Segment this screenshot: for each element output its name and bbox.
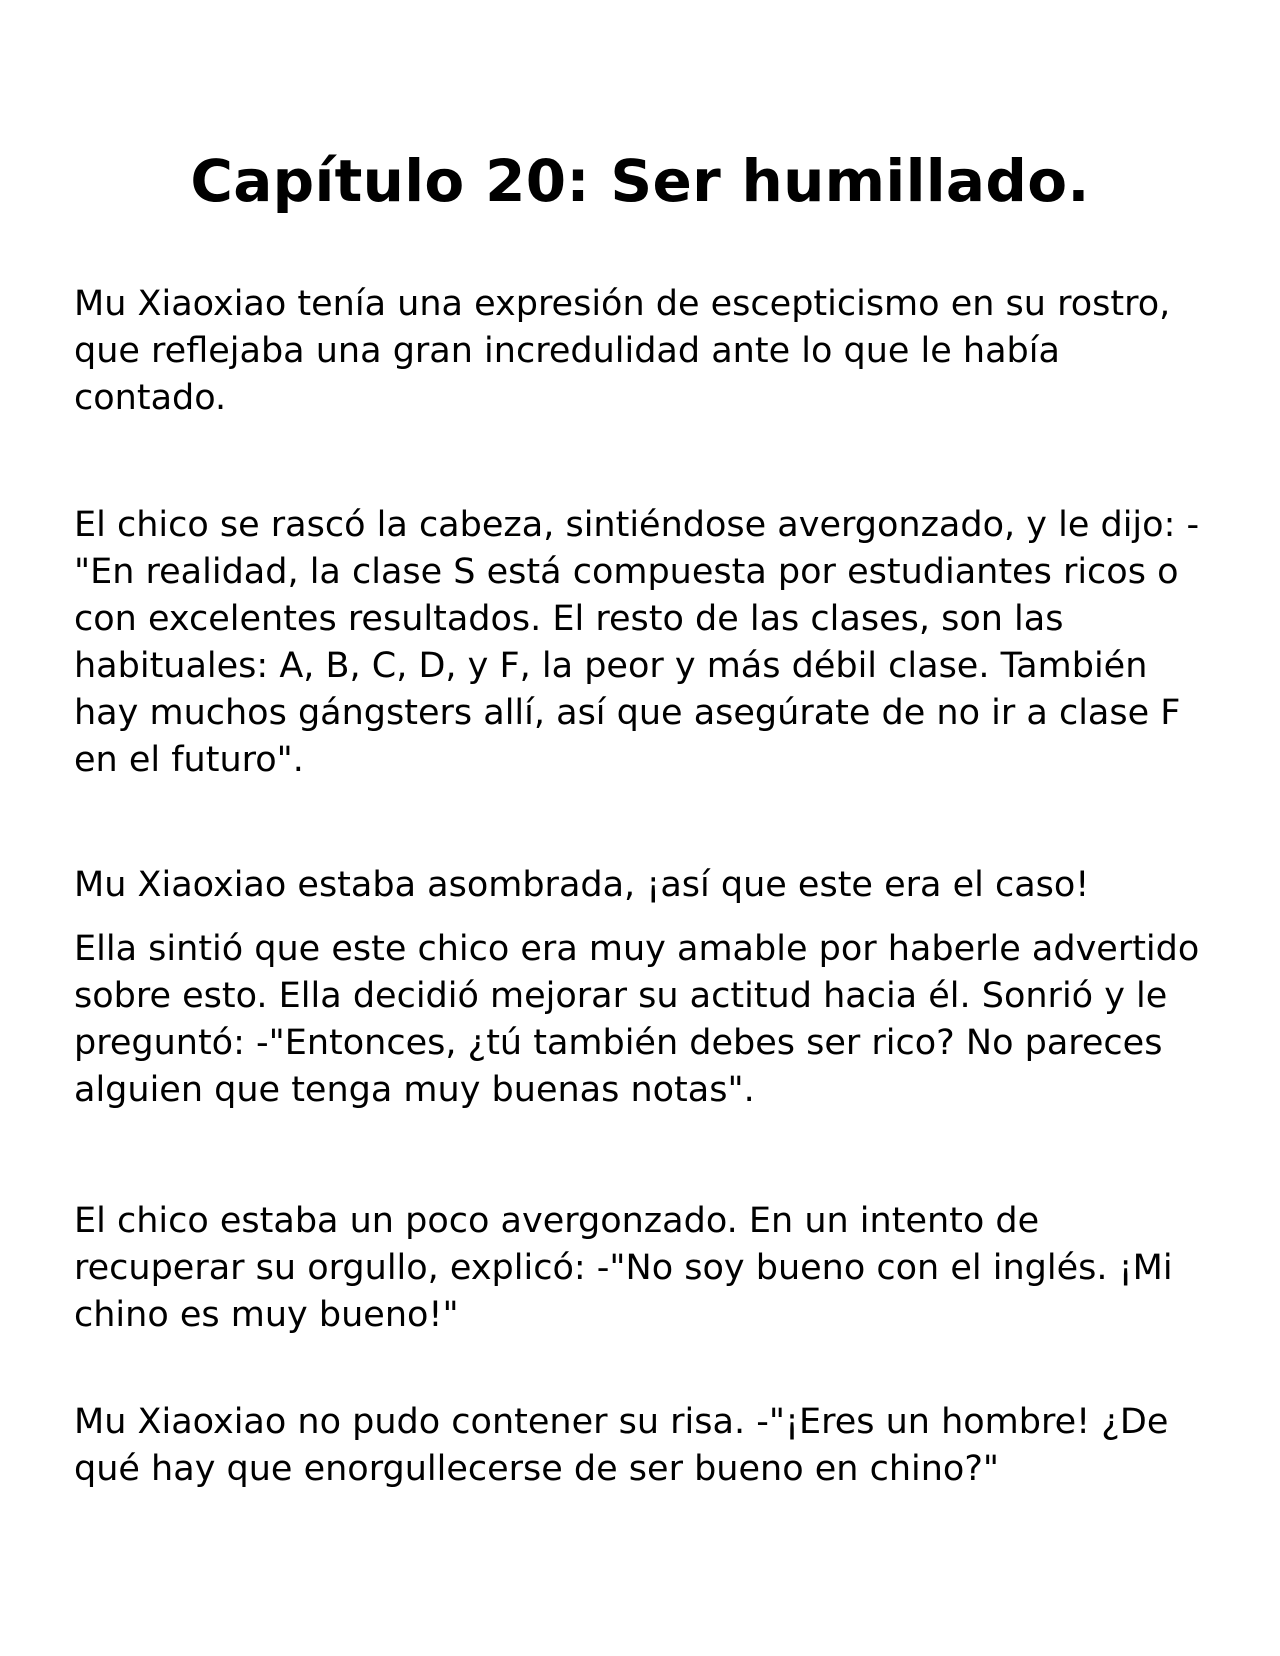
chapter-title: Capítulo 20: Ser humillado.	[190, 147, 1090, 215]
paragraph-4: Ella sintió que este chico era muy amable por haberle advertido sobre esto. Ella decidió mejorar su actitud hacia él. Sonrió y le preguntó: -"Entonces, ¿tú también debes ser rico? No pareces alguien que tenga muy buenas notas".	[74, 929, 1200, 1110]
paragraph-5: El chico estaba un poco avergonzado. En un intento de recuperar su orgullo, explicó: -"No soy bueno con el inglés. ¡Mi chino es muy bueno!"	[74, 1201, 1173, 1335]
paragraph-1: Mu Xiaoxiao tenía una expresión de escepticismo en su rostro, que reflejaba una gran incredulidad ante lo que le había contado.	[74, 284, 1171, 418]
paragraph-6: Mu Xiaoxiao no pudo contener su risa. -"¡Eres un hombre! ¿De qué hay que enorgullecerse de ser bueno en chino?"	[74, 1402, 1169, 1489]
paragraph-2: El chico se rascó la cabeza, sintiéndose avergonzado, y le dijo: -"En realidad, la clase S está compuesta por estudiantes ricos o con excelentes resultados. El resto de las clases, son las habituales: A, B, C, D, y F, la peor y más débil clase. También hay muchos gángsters allí, así que asegúrate de no ir a clase F en el futuro".	[74, 505, 1200, 780]
paragraph-3: Mu Xiaoxiao estaba asombrada, ¡así que este era el caso!	[74, 865, 1090, 905]
